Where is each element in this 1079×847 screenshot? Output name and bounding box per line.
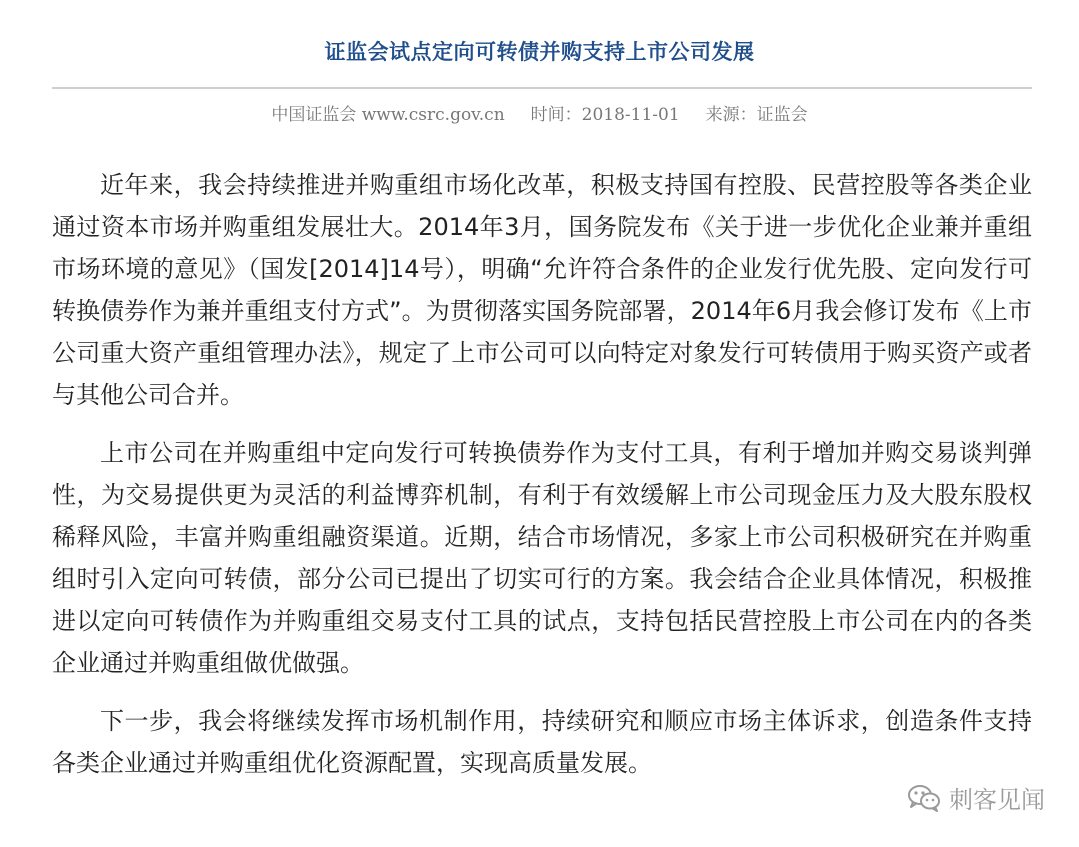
- wechat-icon: [907, 784, 941, 812]
- title-divider: [52, 87, 1032, 89]
- article-body: [52, 164, 1032, 784]
- meta-site: 中国证监会 www.csrc.gov.cn: [271, 105, 505, 125]
- paragraph-1: 近年来，我会持续推进并购重组市场化改革，积极支持国有控股、民营控股等各类企业通过资本市场并购重组发展壮大。2014年3月，国务院发布《关于进一步优化企业兼并重组市场环境的意见》（国发[2014]14号），明确“允许符合条件的企业发行优先股、定向发行可转换债券作为兼并重组支付方式”。为贯彻落实国务院部署，2014年6月我会修订发布《上市公司重大资产重组管理办法》，规定了上市公司可以向特定对象发行可转债用于购买资产或者与其他公司合并。: [52, 171, 1032, 409]
- article-title: 证监会试点定向可转债并购支持上市公司发展: [324, 40, 755, 64]
- paragraph-2: 上市公司在并购重组中定向发行可转换债券作为支付工具，有利于增加并购交易谈判弹性，为交易提供更为灵活的利益博弈机制，有利于有效缓解上市公司现金压力及大股东股权稀释风险，丰富并购重组融资渠道。近期，结合市场情况，多家上市公司积极研究在并购重组时引入定向可转债，部分公司已提出了切实可行的方案。我会结合企业具体情况，积极推进以定向可转债作为并购重组交易支付工具的试点，支持包括民营控股上市公司在内的各类企业通过并购重组做优做强。: [52, 439, 1032, 677]
- watermark-text: 刺客见闻: [949, 786, 1045, 814]
- meta-date: 时间：2018-11-01: [530, 105, 680, 125]
- watermark: [907, 780, 1045, 815]
- meta-source: 来源：证监会: [705, 105, 808, 125]
- article-meta: [0, 100, 1079, 125]
- paragraph-3: 下一步，我会将继续发挥市场机制作用，持续研究和顺应市场主体诉求，创造条件支持各类企业通过并购重组优化资源配置，实现高质量发展。: [52, 707, 1032, 777]
